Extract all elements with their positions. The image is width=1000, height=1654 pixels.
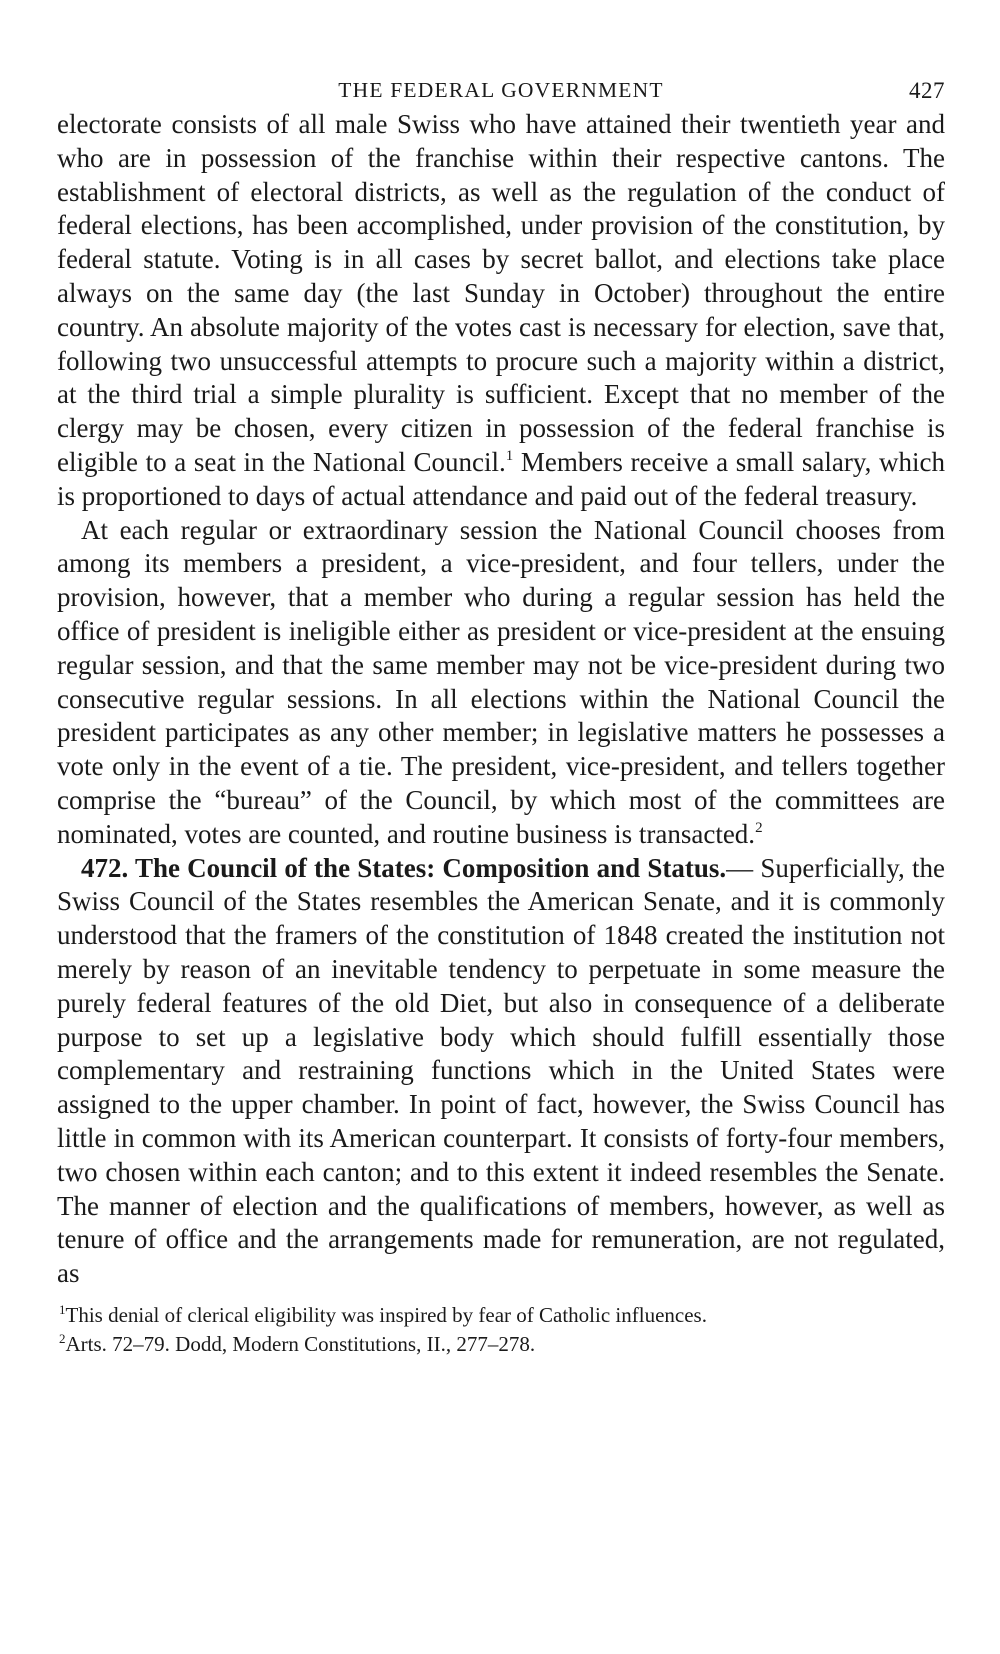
footnote-1	[57, 1301, 945, 1330]
paragraph-text: — Superficially, the Swiss Council of the States resembles the American Senate, and it is commonly understood that the framers of the constitution of 1848 created the institution not merely by reason of an inevitable tendency to perpetuate in some measure the purely federal features of the old Diet, but also in consequence of a deliberate purpose to set up a legislative body which should fulfill essentially those complementary and restraining functions which in the United States were assigned to the upper chamber. In point of fact, however, the Swiss Council has little in common with its American counterpart. It consists of forty-four members, two chosen within each canton; and to this extent it indeed resembles the Senate. The manner of election and the qualifications of members, however, as well as tenure of office and the arrangements made for remuneration, are not regulated, as	[57, 852, 945, 1289]
footnote-2	[57, 1330, 945, 1359]
section-heading: 472. The Council of the States: Composition and Status.	[81, 852, 727, 883]
footnote-text: This denial of clerical eligibility was inspired by fear of Catholic influences.	[65, 1302, 707, 1327]
paragraph-electorate	[57, 108, 945, 514]
footnote-text: Arts. 72–79. Dodd, Modern Constitutions, II., 277–278.	[65, 1331, 536, 1356]
page-number: 427	[909, 78, 945, 103]
paragraph-session-officers	[57, 514, 945, 852]
running-title: THE FEDERAL GOVERNMENT	[338, 78, 664, 102]
footnotes	[57, 1301, 945, 1359]
paragraph-text-continued: Members receive a small salary, which is proportioned to days of actual attendance and paid out of the federal treasury.	[57, 446, 945, 511]
footnote-mark: 2	[59, 1330, 66, 1346]
paragraph-council-of-states	[57, 852, 945, 1291]
paragraph-text: At each regular or extraordinary session the National Council chooses from among its members a president, a vice-president, and four tellers, under the provision, however, that a member who during a regular session has held the office of president is ineligible either as president or vice-president at the ensuing regular session, and that the same member may not be vice-president during two consecutive regular sessions. In all elections within the National Council the president participates as any other member; in legislative matters he possesses a vote only in the event of a tie. The president, vice-president, and tellers together comprise the “bureau” of the Council, by which most of the committees are nominated, votes are counted, and routine business is transacted.	[57, 514, 945, 849]
footnote-mark: 1	[59, 1301, 66, 1317]
paragraph-text: electorate consists of all male Swiss who have attained their twentieth year and who are in possession of the franchise within their respective cantons. The establishment of electoral districts, as well as the regulation of the conduct of federal elections, has been accomplished, under provision of the constitution, by federal statute. Voting is in all cases by secret ballot, and elections take place always on the same day (the last Sunday in October) throughout the entire country. An absolute majority of the votes cast is necessary for election, save that, following two unsuccessful attempts to procure such a majority within a district, at the third trial a simple plurality is sufficient. Except that no member of the clergy may be chosen, every citizen in possession of the federal franchise is eligible to a seat in the National Council.	[57, 109, 945, 477]
book-page	[57, 64, 945, 1359]
body-text	[57, 108, 945, 1291]
footnote-reference[interactable]: 1	[505, 447, 514, 464]
footnote-reference[interactable]: 2	[755, 819, 763, 836]
running-head	[57, 64, 945, 108]
